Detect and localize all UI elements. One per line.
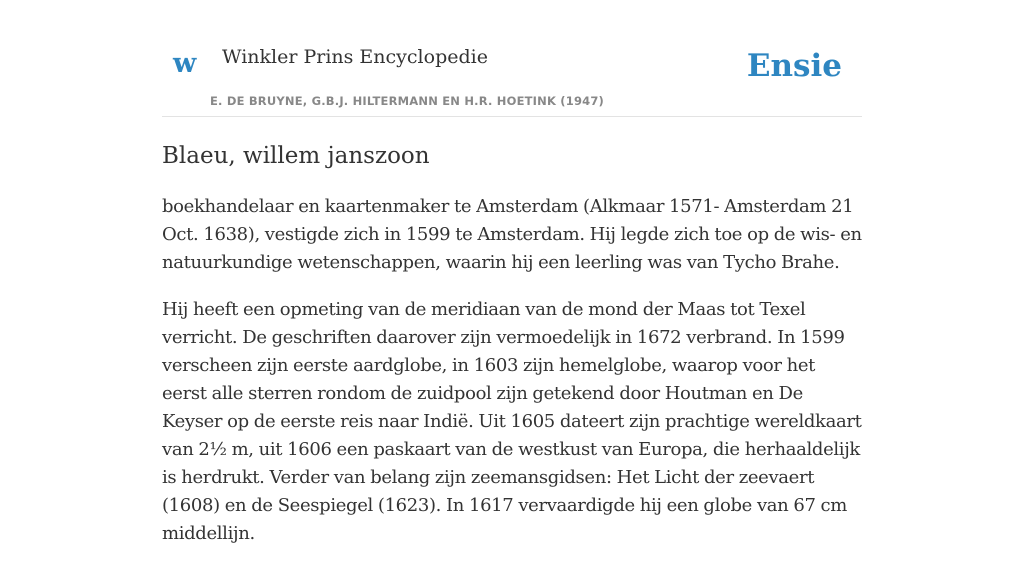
source-title[interactable]: Winkler Prins Encyclopedie [222, 46, 488, 68]
source-logo[interactable]: w [173, 48, 197, 79]
brand-logo[interactable]: Ensie [746, 48, 842, 84]
article-paragraph: Hij heeft een opmeting van de meridiaan van de mond der Maas tot Texel verricht. De geschriften daarover zijn vermoedelijk in 1672 verbrand. In 1599 verscheen zijn eerste aardglobe, in 1603 zijn hemelglobe, waarop voor het eerst alle sterren rondom de zuidpool zijn getekend door Houtman en De Keyser op de eerste reis naar Indië. Uit 1605 dateert zijn prachtige wereldkaart van 2½ m, uit 1606 een paskaart van de westkust van Europa, die herhaaldelijk is herdrukt. Verder van belang zijn zeemansgidsen: Het Licht der zeevaert (1608) en de Seespiegel (1623). In 1617 vervaardigde hij een globe van 67 cm middellijn. [162, 299, 862, 544]
source-authors: E. DE BRUYNE, G.B.J. HILTERMANN EN H.R. HOETINK (1947) [210, 94, 605, 108]
article-body [162, 193, 862, 548]
page-container [162, 0, 862, 567]
article-title: Blaeu, willem janszoon [162, 143, 430, 169]
article-paragraph: boekhandelaar en kaartenmaker te Amsterdam (Alkmaar 1571- Amsterdam 21 Oct. 1638), vestigde zich in 1599 te Amsterdam. Hij legde zich toe op de wis- en natuurkundige wetenschappen, waarin hij een leerling was van Tycho Brahe. [162, 196, 862, 273]
source-header [162, 0, 862, 117]
